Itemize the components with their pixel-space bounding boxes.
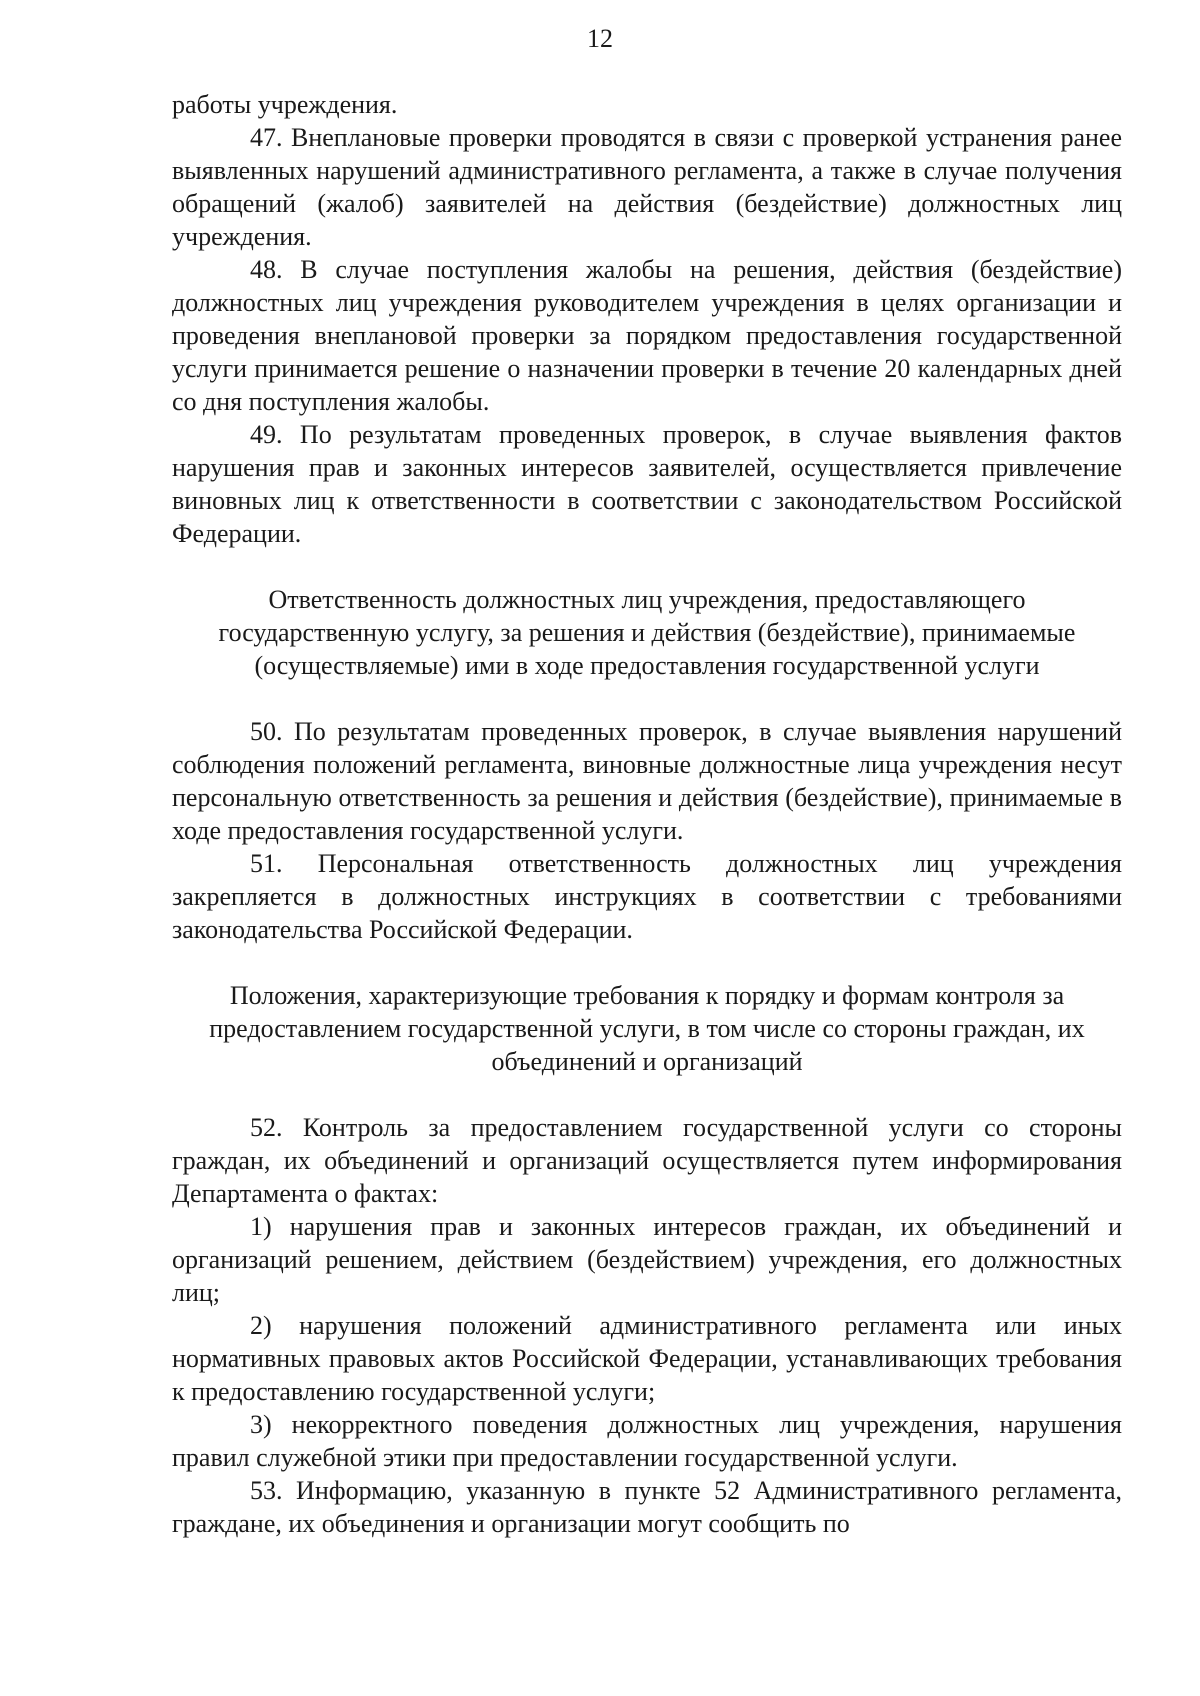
section-heading-control: Положения, характеризующие требования к порядку и формам контроля за предоставлением государственной услуги, в том числе со стороны граждан, их объединений и организаций [209, 981, 1085, 1076]
paragraph-53: 53. Информацию, указанную в пункте 52 Административного регламента, граждане, их объединения и организации могут сообщить по [172, 1476, 1122, 1538]
list-item-3: 3) некорректного поведения должностных лиц учреждения, нарушения правил служебной этики при предоставлении государственной услуги. [172, 1410, 1122, 1472]
spacer [172, 550, 1122, 583]
paragraph-50: 50. По результатам проведенных проверок, в случае выявления нарушений соблюдения положений регламента, виновные должностные лица учреждения несут персональную ответственность за решения и действия (бездействие), принимаемые в ходе предоставления государственной услуги. [172, 717, 1122, 845]
list-item-2: 2) нарушения положений административного регламента или иных нормативных правовых актов Российской Федерации, устанавливающих требования к предоставлению государственной услуги; [172, 1311, 1122, 1406]
paragraph-49: 49. По результатам проведенных проверок, в случае выявления фактов нарушения прав и законных интересов заявителей, осуществляется привлечение виновных лиц к ответственности в соответствии с законодательством Российской Федерации. [172, 420, 1122, 548]
paragraph-52: 52. Контроль за предоставлением государственной услуги со стороны граждан, их объединений и организаций осуществляется путем информирования Департамента о фактах: [172, 1113, 1122, 1208]
paragraph-48: 48. В случае поступления жалобы на решения, действия (бездействие) должностных лиц учреждения руководителем учреждения в целях организации и проведения внеплановой проверки за порядком предоставления государственной услуги принимается решение о назначении проверки в течение 20 календарных дней со дня поступления жалобы. [172, 255, 1122, 416]
document-body [172, 88, 1122, 1540]
section-heading-responsibility: Ответственность должностных лиц учреждения, предоставляющего государственную услугу, за решения и действия (бездействие), принимаемые (осуществляемые) ими в ходе предоставления государственной услуги [218, 585, 1076, 680]
list-item-1: 1) нарушения прав и законных интересов граждан, их объединений и организаций решением, действием (бездействием) учреждения, его должностных лиц; [172, 1212, 1122, 1307]
paragraph-51: 51. Персональная ответственность должностных лиц учреждения закрепляется в должностных инструкциях в соответствии с требованиями законодательства Российской Федерации. [172, 849, 1122, 944]
paragraph-47: 47. Внеплановые проверки проводятся в связи с проверкой устранения ранее выявленных нарушений административного регламента, а также в случае получения обращений (жалоб) заявителей на действия (бездействие) должностных лиц учреждения. [172, 123, 1122, 251]
spacer [172, 682, 1122, 715]
spacer [172, 1078, 1122, 1111]
spacer [172, 946, 1122, 979]
page-number: 12 [587, 24, 613, 53]
paragraph-continuation: работы учреждения. [172, 90, 398, 119]
